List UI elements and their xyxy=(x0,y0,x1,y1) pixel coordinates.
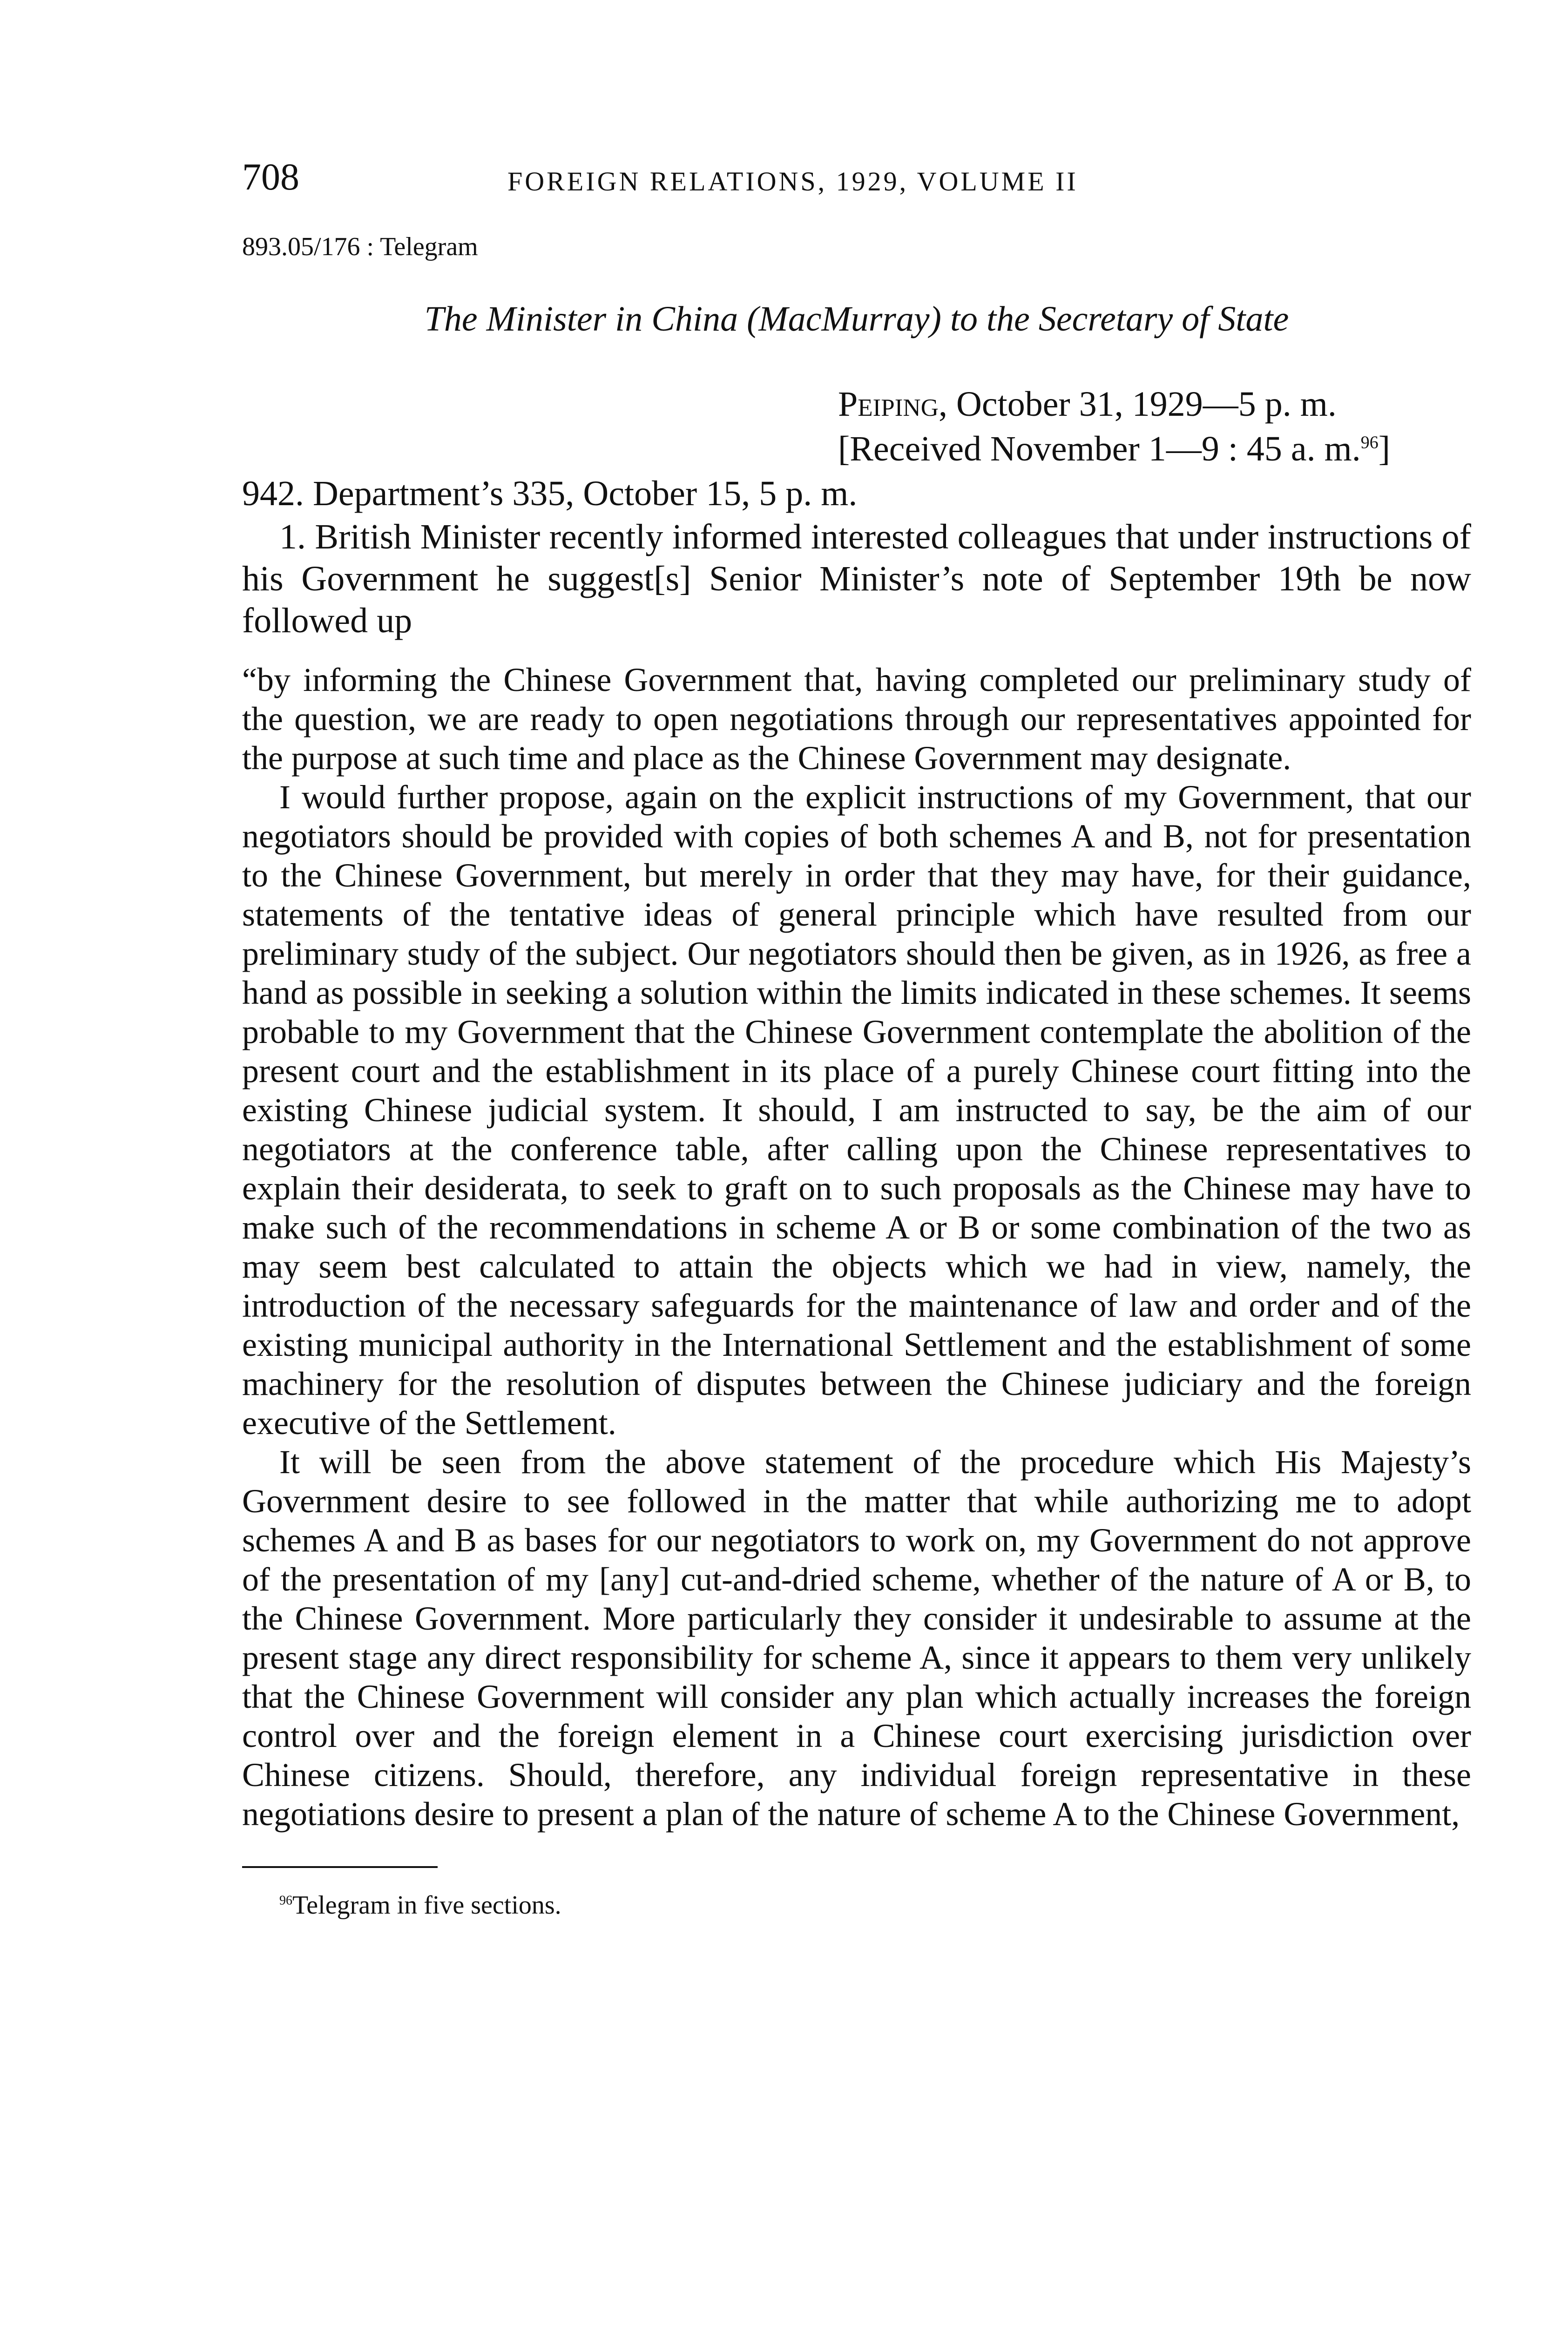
file-reference: 893.05/176 : Telegram xyxy=(242,232,478,261)
dateline xyxy=(242,382,1471,426)
dateline-date: October 31, 1929—5 p. m. xyxy=(947,385,1337,424)
footnote-divider xyxy=(242,1866,438,1868)
received-line xyxy=(242,426,1471,471)
page-number: 708 xyxy=(242,156,299,198)
quote-paragraph: I would further propose, again on the explicit instructions of my Government, that our negotiators should be provided with copies of both schemes A and B, not for presentation to the Chinese Government, but merely in order that they may have, for their guidance, statements of the tentative ideas of general principle which have resulted from our preliminary study of the subject. Our negotiators should then be given, as in 1926, as free a hand as possible in seeking a solution within the limits indicated in these schemes. It seems probable to my Government that the Chinese Government contemplate the abolition of the present court and the establishment in its place of a purely Chinese court fitting into the existing Chinese judicial system. It should, I am instructed to say, be the aim of our negotiators at the conference table, after calling upon the Chinese representatives to explain their desiderata, to seek to graft on to such proposals as the Chinese may have to make such of the recommendations in scheme A or B or some combination of the two as may seem best calculated to attain the objects which we had in view, namely, the introduction of the necessary safeguards for the maintenance of law and order and of the existing municipal authority in the International Settlement and the establishment of some machinery for the resolution of disputes between the Chinese judiciary and the foreign executive of the Settlement. xyxy=(242,778,1471,1441)
footnote-marker: 96 xyxy=(279,1893,292,1908)
reference-line: 942. Department’s 335, October 15, 5 p. m. xyxy=(242,474,858,513)
footnote-text: Telegram in five sections. xyxy=(292,1891,561,1920)
quoted-passage xyxy=(242,660,1471,1834)
dateline-place: Peiping, xyxy=(838,385,947,424)
quote-paragraph: “by informing the Chinese Government that, having completed our preliminary study of the question, we are ready to open negotiations through our representatives appointed for the purpose at such time and place as the Chinese Government may designate. xyxy=(242,661,1471,777)
quote-paragraph: It will be seen from the above statement of the procedure which His Majesty’s Government desire to see followed in the matter that while authorizing me to adopt schemes A and B as bases for our negotiators to work on, my Government do not approve of the presentation of my [any] cut-and-dried scheme, whether of the nature of A or B, to the Chinese Government. More particularly they consider it undesirable to assume at the present stage any direct responsibility for scheme A, since it appears to them very unlikely that the Chinese Government will consider any plan which actually increases the foreign control over and the foreign element in a Chinese court exercising jurisdiction over Chinese citizens. Should, therefore, any individual foreign representative in these negotiations desire to present a plan of the nature of scheme A to the Chinese Government, xyxy=(242,1443,1471,1833)
received-close: ] xyxy=(1378,429,1391,468)
received-footnote-marker: 96 xyxy=(1360,433,1379,453)
intro-paragraph: 1. British Minister recently informed interested colleagues that under instructions of his Government he suggest[s] Senior Minister’s note of September 19th be now followed up xyxy=(242,517,1471,640)
document-title: The Minister in China (MacMurray) to the Secretary of State xyxy=(424,299,1289,338)
received-text: [Received November 1—9 : 45 a. m. xyxy=(838,429,1361,468)
page-header xyxy=(242,154,1471,219)
document-page xyxy=(242,154,1471,1924)
running-head: FOREIGN RELATIONS, 1929, VOLUME II xyxy=(507,166,1078,196)
footnote xyxy=(242,1887,1471,1924)
